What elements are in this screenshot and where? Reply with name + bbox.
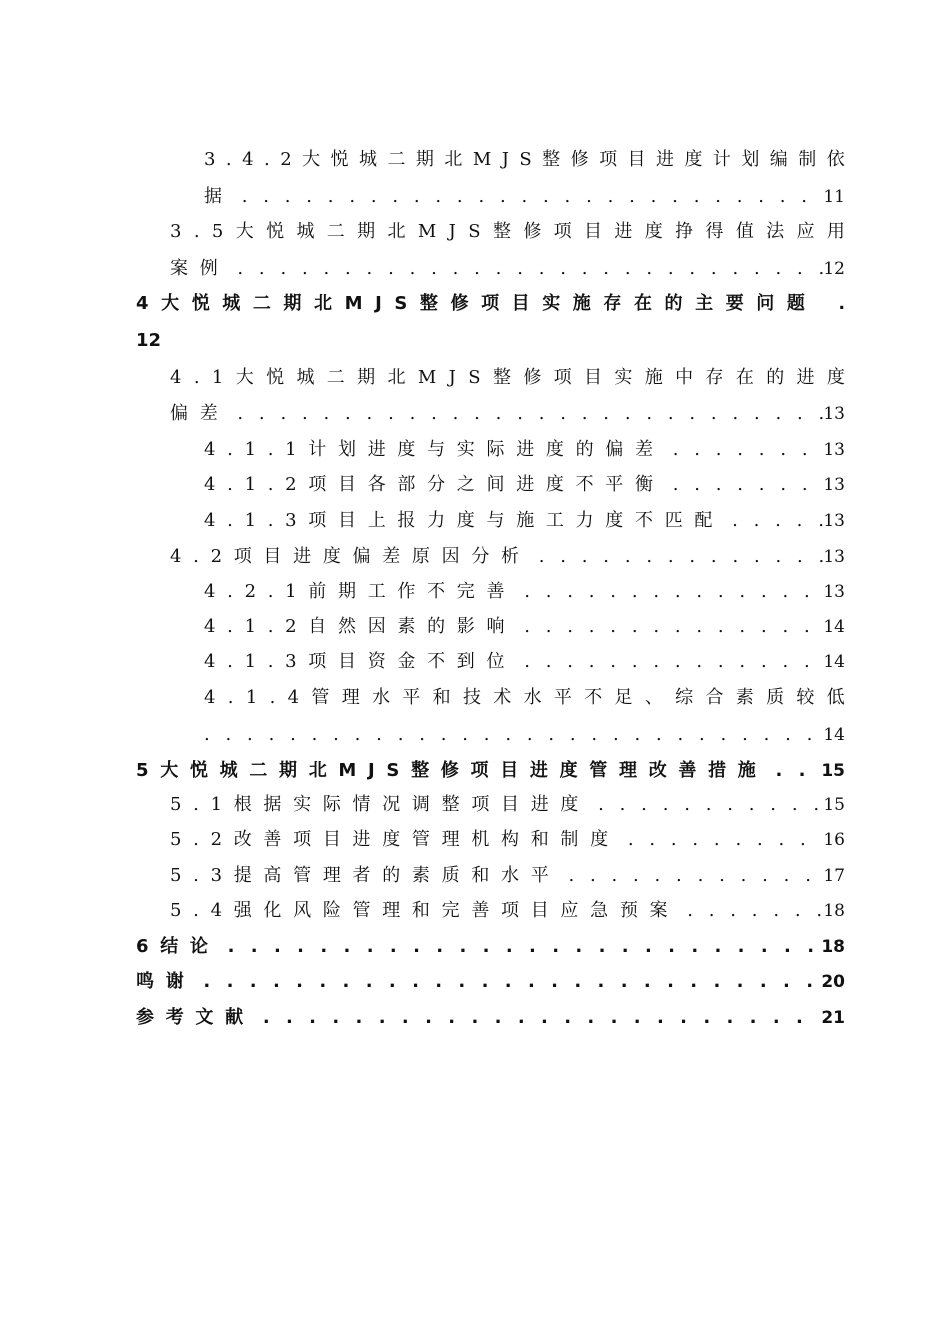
toc-dot-leader (234, 183, 823, 211)
toc-page-number: 13 (823, 582, 845, 602)
toc-entry[interactable] (170, 400, 845, 428)
toc-entry[interactable] (204, 721, 845, 749)
toc-dot-leader (220, 933, 822, 961)
toc-page-number: 14 (823, 617, 845, 637)
toc-page-number: . (838, 294, 845, 314)
toc-entry[interactable] (136, 933, 845, 961)
toc-page-number: 11 (823, 187, 845, 207)
toc-entry-title: 4 大 悦 城 二 期 北 M J S 整 修 项 目 实 施 存 在 的 主 要 问 题 (136, 293, 805, 314)
toc-entry[interactable] (170, 897, 845, 925)
toc-dot-leader (590, 791, 823, 819)
toc-page-number: 13 (823, 547, 845, 567)
toc-dot-leader (204, 721, 823, 749)
toc-page-number: 18 (823, 901, 845, 921)
toc-dot-leader (516, 648, 823, 676)
toc-entry-title: 4.1.3项目上报力度与施工力度不匹配 (204, 510, 725, 531)
toc-entry[interactable] (204, 146, 845, 174)
toc-entry[interactable] (136, 1004, 845, 1032)
toc-page-number: 13 (823, 440, 845, 460)
toc-entry[interactable] (204, 613, 845, 641)
toc-page-number: 20 (821, 972, 845, 992)
toc-entry[interactable] (170, 791, 845, 819)
toc-dot-leader (531, 543, 823, 571)
toc-entry[interactable] (170, 543, 845, 571)
toc-dot-leader (516, 578, 823, 606)
toc-entry-title: 5.2改善项目进度管理机构和制度 (170, 829, 620, 850)
toc-entry[interactable] (204, 471, 845, 499)
toc-entry-title: 4.1.1计划进度与实际进度的偏差 (204, 439, 665, 460)
toc-entry[interactable] (170, 826, 845, 854)
toc-page-number: 16 (823, 830, 845, 850)
toc-entry[interactable] (170, 364, 845, 392)
toc-entry[interactable] (170, 862, 845, 890)
toc-entry-title: 4.1.2自然因素的影响 (204, 616, 517, 637)
toc-dot-leader (560, 862, 823, 890)
toc-page-number: 13 (823, 475, 845, 495)
toc-entry-title: 3 . 5 大 悦 城 二 期 北 M J S 整 修 项 目 进 度 挣 得 值 法 应 用 (170, 221, 845, 242)
toc-page-number: 18 (821, 937, 845, 957)
toc-entry-title: 4.2项目进度偏差原因分析 (170, 546, 531, 567)
toc-entry[interactable] (204, 648, 845, 676)
toc-entry[interactable] (136, 968, 845, 996)
toc-entry-title: 5.3提高管理者的素质和水平 (170, 865, 561, 886)
toc-dot-leader (620, 826, 823, 854)
toc-entry[interactable] (204, 507, 845, 535)
toc-entry[interactable] (136, 327, 845, 355)
toc-entry[interactable] (170, 218, 845, 246)
toc-dot-leader (229, 255, 823, 283)
toc-entry-title: 鸣谢 (136, 971, 196, 992)
toc-entry-title: 4.2.1前期工作不完善 (204, 581, 517, 602)
toc-entry[interactable] (204, 436, 845, 464)
toc-dot-leader (516, 613, 823, 641)
toc-entry-title: 12 (136, 330, 162, 351)
toc-entry-title: 4.1.2项目各部分之间进度不平衡 (204, 474, 665, 495)
toc-page-number: 15 (823, 795, 845, 815)
toc-page-number: 17 (823, 866, 845, 886)
toc-dot-leader (195, 968, 821, 996)
toc-entry[interactable] (136, 757, 845, 785)
toc-dot-leader (724, 507, 823, 535)
toc-entry-title: 4 . 1 . 4 管 理 水 平 和 技 术 水 平 不 足 、 综 合 素 质 较 低 (204, 687, 845, 708)
toc-dot-leader (229, 400, 823, 428)
toc-entry-title: 3 . 4 . 2 大 悦 城 二 期 北 M J S 整 修 项 目 进 度 计 划 编 制 依 (204, 149, 845, 170)
toc-entry-title: 5.1根据实际情况调整项目进度 (170, 794, 591, 815)
toc-entry-title: 案例 (170, 258, 230, 279)
toc-page-number: 13 (823, 404, 845, 424)
toc-entry[interactable] (204, 578, 845, 606)
toc-dot-leader (665, 436, 823, 464)
toc-page-number: 14 (823, 652, 845, 672)
toc-page-number: 12 (823, 259, 845, 279)
toc-entry-title: 5.4强化风险管理和完善项目应急预案 (170, 900, 680, 921)
toc-entry[interactable] (204, 183, 845, 211)
toc-page-number: 13 (823, 511, 845, 531)
toc-dot-leader (768, 757, 822, 785)
toc-entry-title: 4 . 1 大 悦 城 二 期 北 M J S 整 修 项 目 实 施 中 存 在 的 进 度 (170, 367, 845, 388)
toc-entry-title: 据 (204, 186, 234, 207)
toc-entry-title: 6结论 (136, 936, 220, 957)
toc-entry-title: 偏差 (170, 403, 230, 424)
toc-entry[interactable] (204, 684, 845, 712)
toc-dot-leader (255, 1004, 822, 1032)
toc-entry-title: 参考文献 (136, 1007, 255, 1028)
toc-page-number: 21 (821, 1008, 845, 1028)
toc-dot-leader (679, 897, 823, 925)
toc-entry[interactable] (136, 290, 845, 318)
toc-page-number: 15 (821, 761, 845, 781)
toc-dot-leader (665, 471, 823, 499)
toc-entry[interactable] (170, 255, 845, 283)
toc-entry-title: 4.1.3项目资金不到位 (204, 651, 517, 672)
toc-page-number: 14 (823, 725, 845, 745)
toc-entry-title: 5大悦城二期北MJS整修项目进度管理改善措施 (136, 760, 768, 781)
